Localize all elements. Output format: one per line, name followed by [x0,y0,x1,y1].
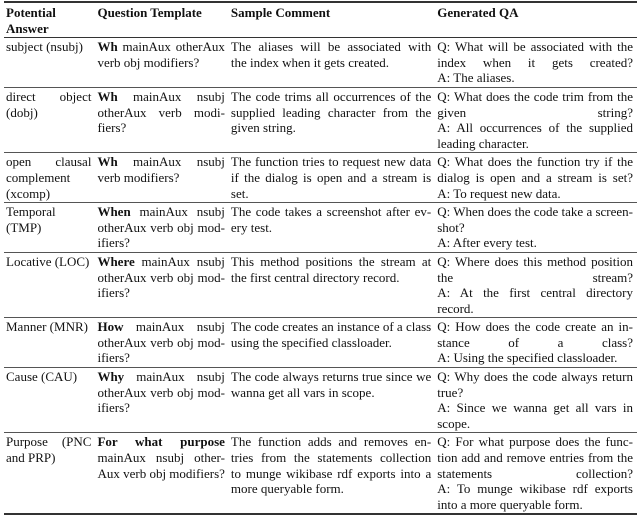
cell-line: more queryable form. [230,481,344,497]
generated-qa-cell [435,38,637,88]
header-row [4,2,637,38]
generated-qa-cell [435,203,637,253]
table-row [4,252,637,317]
template-text: mainAux nsubj [124,369,225,385]
template-text: mainAux nsubj [117,88,225,104]
sample-comment-header [229,2,435,38]
cell-line [97,154,224,170]
cell-line: otherAux verb obj mod- [97,334,225,350]
cell-line: Q: What will be associated with the [437,39,633,55]
header-line: Answer [6,20,49,36]
cell-line: the stream? [437,269,633,285]
cell-line: verb modifiers? [97,169,180,185]
question-template-cell [95,153,228,203]
cell-line: set. [230,185,249,201]
cell-line: Q: For what purpose does the func- [437,434,633,450]
generated-qa-cell [435,87,637,152]
template-text: mainAux nsubj [117,154,225,170]
cell-line: A: After every test. [437,235,537,251]
potential-answer-cell [4,203,95,253]
potential-answer-cell [4,368,95,433]
table-row [4,203,637,253]
wh-word: Wh [97,154,118,170]
cell-line: ery test. [230,219,273,235]
table-row [4,38,637,88]
cell-line: ifiers? [97,235,130,251]
cell-line: A: To request new data. [437,185,561,201]
template-text: mainAux otherAux [117,39,225,55]
cell-line: record. [437,300,474,316]
sample-comment-cell [229,203,435,253]
cell-line: otherAux verb obj mod- [97,219,225,235]
table-row [4,153,637,203]
generated-qa-cell [435,433,637,514]
qa-template-table [4,1,637,515]
cell-line: true? [437,384,464,400]
cell-line: otherAux verb modi- [97,104,225,120]
cell-line: Q: What does the function try if the [437,154,633,170]
template-text: mainAux nsubj [123,319,225,335]
potential-answer-cell [4,153,95,203]
cell-line: Purpose (PNC [6,434,92,450]
cell-line [97,39,224,55]
generated-qa-cell [435,153,637,203]
question-template-header [95,2,228,38]
cell-line: tion add and remove entries from the [437,450,633,466]
wh-word: When [97,204,131,220]
cell-line: fiers? [97,120,127,136]
cell-line: mainAux nsubj other- [97,450,225,466]
question-template-cell [95,318,228,368]
template-text: mainAux nsubj [130,204,225,220]
cell-line: index when it gets created? [437,54,633,70]
wh-word: Why [97,369,125,385]
potential-answer-cell [4,318,95,368]
cell-line: The aliases will be associated with [230,39,432,55]
cell-line: wanna get all vars in scope. [230,384,375,400]
cell-line: (xcomp) [6,185,51,201]
sample-comment-cell [229,433,435,514]
cell-line: A: All occurrences of the supplied [437,120,633,136]
cell-line: Aux verb obj modifiers? [97,465,225,481]
question-template-cell [95,87,228,152]
question-template-cell [95,252,228,317]
cell-line: (TMP) [6,219,42,235]
wh-word: Wh [97,88,118,104]
cell-line: scope. [437,415,471,431]
cell-line: A: Using the specified classloader. [437,350,618,366]
cell-line: This method positions the stream at [230,253,432,269]
header-line: Sample Comment [230,5,331,20]
table-row [4,368,637,433]
cell-line: given string. [230,120,296,136]
generated-qa-header [435,2,637,38]
potential-answer-cell [4,87,95,152]
question-template-cell [95,433,228,514]
header-line: Generated QA [437,5,519,20]
cell-line: ifiers? [97,400,130,416]
sample-comment-cell [229,252,435,317]
cell-line: A: To munge wikibase rdf exports [437,481,633,497]
cell-line: statements collection? [437,465,633,481]
cell-line: into a more queryable form. [437,496,583,512]
cell-line: if the dialog is open and a stream is [230,169,432,185]
cell-line: The code trims all occurrences of the [230,88,432,104]
cell-line: ifiers? [97,350,130,366]
cell-line: (dobj) [6,104,38,120]
cell-line: Manner (MNR) [6,319,88,335]
cell-line: The code takes a screenshot after ev- [230,204,432,220]
cell-line: The code always returns true since we [230,369,432,385]
header-line: Question Template [97,5,202,20]
table-row [4,433,637,514]
cell-line: otherAux verb obj mod- [97,384,225,400]
generated-qa-cell [435,252,637,317]
cell-line: supplied leading character from the [230,104,432,120]
potential-answer-cell [4,38,95,88]
cell-line [97,204,224,220]
question-template-cell [95,38,228,88]
cell-line: tries from the statements collection [230,450,432,466]
cell-line: verb obj modifiers? [97,54,200,70]
sample-comment-cell [229,368,435,433]
wh-word: For what purpose [97,434,225,450]
cell-line: to munge wikibase rdf exports into a [230,465,432,481]
cell-line [97,319,224,335]
cell-line: Q: What does the code trim from the [437,88,633,104]
cell-line: The function tries to request new data [230,154,432,170]
cell-line [97,89,224,105]
cell-line: dialog is open and a stream is set? [437,169,633,185]
cell-line: A: The aliases. [437,70,515,86]
cell-line: otherAux verb obj mod- [97,269,225,285]
cell-line: Cause (CAU) [6,369,78,385]
cell-line [97,369,224,385]
wh-word: Where [97,253,135,269]
sample-comment-cell [229,38,435,88]
sample-comment-cell [229,318,435,368]
generated-qa-cell [435,318,637,368]
wh-word: Wh [97,39,118,55]
wh-word: How [97,319,124,335]
sample-comment-cell [229,87,435,152]
cell-line: stance of a class? [437,334,633,350]
cell-line: using the specified classloader. [230,334,392,350]
cell-line: Q: Where does this method position [437,253,633,269]
sample-comment-cell [229,153,435,203]
cell-line: complement [6,169,71,185]
potential-answer-header [4,2,95,38]
cell-line: direct object [6,88,92,104]
cell-line: shot? [437,219,465,235]
cell-line: ifiers? [97,285,130,301]
cell-line: the first central directory record. [230,269,400,285]
cell-line: The code creates an instance of a class [230,319,432,335]
cell-line: and PRP) [6,450,56,466]
table-row [4,87,637,152]
cell-line: Temporal [6,204,56,220]
table-row [4,318,637,368]
cell-line [97,434,224,450]
cell-line: the index when it gets created. [230,54,390,70]
cell-line: Q: How does the code create an in- [437,319,633,335]
cell-line: given string? [437,104,633,120]
cell-line [97,254,224,270]
cell-line: Locative (LOC) [6,253,90,269]
cell-line: A: At the first central directory [437,285,633,301]
potential-answer-cell [4,433,95,514]
potential-answer-cell [4,252,95,317]
cell-line: leading character. [437,135,529,151]
cell-line: Q: Why does the code always return [437,369,633,385]
cell-line: A: Since we wanna get all vars in [437,400,633,416]
header-line: Potential [6,5,56,20]
cell-line: The function adds and removes en- [230,434,432,450]
cell-line: subject (nsubj) [6,39,83,55]
cell-line: Q: When does the code take a screen- [437,204,633,220]
question-template-cell [95,203,228,253]
template-text: mainAux nsubj [134,253,225,269]
question-template-cell [95,368,228,433]
generated-qa-cell [435,368,637,433]
cell-line: open clausal [6,154,92,170]
